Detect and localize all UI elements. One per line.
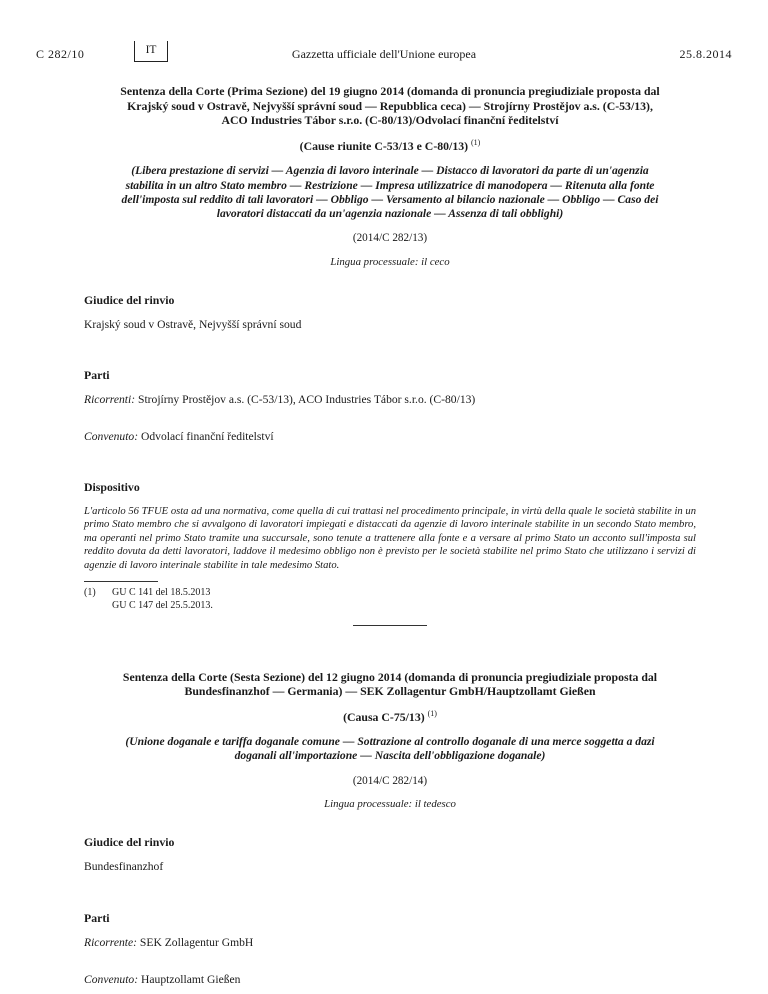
footnote-ref: (1): [471, 138, 481, 148]
procedural-language: Lingua processuale: il ceco: [330, 255, 450, 268]
section-heading-parti: Parti: [84, 910, 110, 925]
footnote-line: GU C 141 del 18.5.2013: [112, 586, 211, 598]
defendant-label: Convenuto:: [84, 430, 139, 444]
publication-date: 25.8.2014: [679, 47, 732, 61]
section-heading-dispositivo: Dispositivo: [84, 480, 140, 495]
referring-court: Bundesfinanzhof: [84, 860, 164, 874]
judgment-1: [84, 84, 696, 612]
defendant-value: Hauptzollamt Gießen: [141, 972, 241, 986]
footnote-rule: [84, 581, 158, 582]
applicants-label: Ricorrenti:: [84, 393, 136, 407]
journal-series-code: C 282/10: [36, 47, 85, 61]
footnote-number: (1): [84, 586, 96, 598]
case-numbers: [84, 138, 696, 154]
footnote-text: [112, 586, 213, 612]
applicants-value: Strojírny Prostějov a.s. (C-53/13), ACO Industries Tábor s.r.o. (C-80/13): [138, 393, 476, 407]
applicant: [84, 935, 696, 950]
journal-title: Gazzetta ufficiale dell'Unione europea: [291, 47, 477, 61]
document-reference: (2014/C 282/14): [352, 774, 428, 787]
defendant-value: Odvolací finanční ředitelství: [141, 430, 274, 444]
judgment-keywords: (Libera prestazione di servizi — Agenzia di lavoro interinale — Distacco di lavoratori da parte di un'agenzia stabilita in un altro Stato membro — Restrizione — Impresa utilizzatrice di manodopera — Ritenuta alla fonte dell'imposta sul reddito di tali lavoratori — Obbligo — Versamento al bilancio nazionale — Obbligo — Caso dei lavoratori distaccati da un'agenzia nazionale — Assenza di tali obblighi): [121, 164, 659, 220]
case-numbers-text: (Cause riunite C-53/13 e C-80/13): [299, 139, 469, 154]
defendant-label: Convenuto:: [84, 972, 139, 986]
judgment-title: Sentenza della Corte (Prima Sezione) del 19 giugno 2014 (domanda di pronuncia pregiudiziale proposta dal Krajský soud v Ostravě, Nejvyšší správní soud — Repubblica ceca) — Strojírny Prostějov a.s. (C-53/13), ACO Industries Tábor s.r.o. (C-80/13)/Odvolací finanční ředitelství: [120, 84, 660, 128]
footnote-line: GU C 147 del 25.5.2013.: [112, 599, 213, 611]
page-content: [84, 84, 696, 987]
case-numbers-text: (Causa C-75/13): [343, 709, 425, 724]
judgment-title: Sentenza della Corte (Sesta Sezione) del 12 giugno 2014 (domanda di pronuncia pregiudiziale proposta dal Bundesfinanzhof — Germania) — SEK Zollagentur GmbH/Hauptzollamt Gießen: [122, 669, 658, 699]
case-numbers: [84, 709, 696, 725]
applicants: [84, 392, 696, 407]
applicant-label: Ricorrente:: [84, 935, 138, 949]
section-heading-giudice: Giudice del rinvio: [84, 292, 175, 307]
operative-part: L'articolo 56 TFUE osta ad una normativa, come quella di cui trattasi nel procedimento principale, in virtù della quale le società stabilite in un primo Stato membro che si avvalgono di lavoratori impiegati e distaccati da agenzie di lavoro interinale stabilite in un secondo Stato membro, ma operanti nel primo Stato tramite una succursale, sono tenute a trattenere alla fonte e a versare al primo Stato un acconto sull'imposta sul reddito dovuta da detti lavoratori, laddove il medesimo obbligo non è previsto per le società stabilite nel primo Stato che utilizzano i servizi di agenzie di lavoro interinale stabilite in tale medesimo Stato.: [84, 505, 696, 571]
referring-court: Krajský soud v Ostravě, Nejvyšší správní soud: [84, 317, 302, 331]
defendant: [84, 972, 696, 987]
language-badge: IT: [134, 41, 168, 62]
footnote-ref: (1): [427, 708, 437, 718]
footnote: [84, 586, 696, 612]
page-header: [0, 44, 768, 69]
defendant: [84, 429, 696, 444]
document-reference: (2014/C 282/13): [352, 232, 428, 245]
applicant-value: SEK Zollagentur GmbH: [139, 935, 254, 949]
section-heading-giudice: Giudice del rinvio: [84, 835, 175, 850]
section-heading-parti: Parti: [84, 368, 110, 382]
judgment-2: [84, 670, 696, 987]
procedural-language: Lingua processuale: il tedesco: [324, 798, 456, 811]
judgment-keywords: (Unione doganale e tariffa doganale comune — Sottrazione al controllo doganale di una merce soggetta a dazi doganali all'importazione — Nascita dell'obbligazione doganale): [125, 735, 655, 763]
